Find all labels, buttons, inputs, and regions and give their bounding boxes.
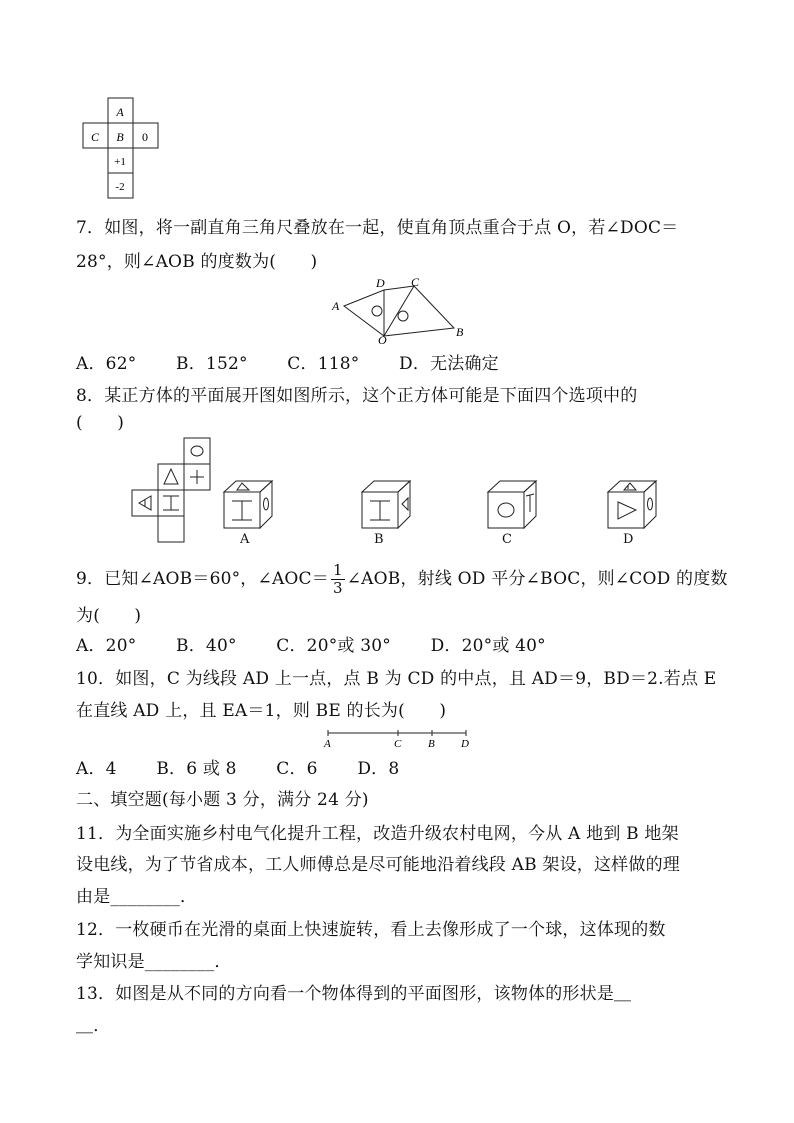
cube-option-c[interactable] bbox=[484, 478, 540, 534]
fig7-label-c: C bbox=[411, 275, 420, 289]
fig10-label-d: D bbox=[461, 738, 469, 750]
q9-option-b[interactable]: B．40° bbox=[176, 636, 237, 656]
fig7-label-d: D bbox=[376, 276, 385, 290]
q9-fraction-denominator: 3 bbox=[332, 579, 343, 597]
q9-fraction-numerator: 1 bbox=[332, 561, 343, 579]
q7-option-b[interactable]: B．152° bbox=[176, 354, 248, 374]
q11-line-3: 由是________． bbox=[76, 887, 198, 907]
q10-option-c[interactable]: C．6 bbox=[276, 759, 318, 779]
cube-option-b[interactable] bbox=[358, 478, 414, 534]
cube-net-symbols-figure bbox=[130, 436, 214, 544]
net-cell-a: A bbox=[116, 105, 124, 119]
cube-option-d[interactable] bbox=[604, 478, 660, 534]
q7-option-a[interactable]: A．62° bbox=[76, 354, 137, 374]
q9-fraction bbox=[331, 562, 345, 597]
q7-option-c[interactable]: C．118° bbox=[287, 354, 360, 374]
net-cell-c: C bbox=[90, 130, 100, 144]
q10-option-d[interactable]: D．8 bbox=[357, 759, 400, 779]
q9-option-a[interactable]: A．20° bbox=[76, 636, 137, 656]
q9-options bbox=[76, 634, 580, 658]
q10-line-1: 10．如图，C 为线段 AD 上一点，点 B 为 CD 的中点，且 AD＝9，BD＝2.若点 E bbox=[76, 669, 717, 689]
cube-option-b-label: B bbox=[374, 532, 384, 547]
fig10-label-a: A bbox=[324, 738, 331, 750]
fig7-label-b: B bbox=[456, 325, 464, 339]
net-cell-minus2: -2 bbox=[115, 181, 125, 193]
triangle-rulers-figure bbox=[330, 274, 470, 346]
q7-line-2: 28°，则∠AOB 的度数为( ) bbox=[76, 252, 318, 272]
q7-line-1: 7．如图，将一副直角三角尺叠放在一起，使直角顶点重合于点 O，若∠DOC＝ bbox=[76, 218, 679, 238]
q10-line-2: 在直线 AD 上，且 EA＝1，则 BE 的长为( ) bbox=[76, 701, 447, 721]
net-cell-zero: 0 bbox=[142, 130, 148, 144]
q10-option-a[interactable]: A．4 bbox=[76, 759, 117, 779]
q9-line-2: 为( ) bbox=[76, 606, 142, 626]
fig7-label-o: O bbox=[378, 333, 387, 346]
net-cell-plus1: +1 bbox=[114, 156, 126, 168]
q9-text-a: 9．已知∠AOB＝60°，∠AOC＝ bbox=[76, 569, 329, 589]
q9-line-1 bbox=[76, 562, 728, 597]
q7-option-d[interactable]: D．无法确定 bbox=[399, 354, 499, 374]
cube-option-a[interactable] bbox=[220, 478, 276, 534]
cube-option-d-label: D bbox=[623, 532, 634, 547]
q10-option-b[interactable]: B．6 或 8 bbox=[156, 759, 237, 779]
q11-line-2: 设电线，为了节省成本，工人师傅总是尽可能地沿着线段 AB 架设，这样做的理 bbox=[76, 855, 680, 875]
q12-line-2: 学知识是________． bbox=[76, 952, 232, 972]
q13-line-2: ＿． bbox=[76, 1016, 111, 1036]
q12-line-1: 12．一枚硬币在光滑的桌面上快速旋转，看上去像形成了一个球，这体现的数 bbox=[76, 920, 666, 940]
q13-line-1: 13．如图是从不同的方向看一个物体得到的平面图形，该物体的形状是＿ bbox=[76, 984, 632, 1004]
section-heading: 二、填空题(每小题 3 分，满分 24 分) bbox=[76, 790, 369, 810]
q10-options bbox=[76, 757, 433, 781]
q8-line-2: ( ) bbox=[76, 413, 125, 433]
cube-option-c-label: C bbox=[502, 532, 512, 547]
q9-option-d[interactable]: D．20°或 40° bbox=[430, 636, 546, 656]
q9-text-b: ∠AOB，射线 OD 平分∠BOC，则∠COD 的度数 bbox=[346, 569, 728, 589]
segment-ad-figure bbox=[320, 726, 476, 752]
cube-option-a-label: A bbox=[240, 532, 250, 547]
cube-net-figure bbox=[80, 96, 170, 202]
q11-line-1: 11．为全面实施乡村电气化提升工程，改造升级农村电网，今从 A 地到 B 地架 bbox=[76, 824, 679, 844]
fig7-label-a: A bbox=[332, 299, 340, 313]
q7-options bbox=[76, 352, 533, 376]
net-cell-b: B bbox=[116, 130, 124, 144]
fig10-label-b: B bbox=[428, 738, 435, 750]
q9-option-c[interactable]: C．20°或 30° bbox=[276, 636, 391, 656]
fig10-label-c: C bbox=[394, 738, 402, 750]
q8-line-1: 8．某正方体的平面展开图如图所示，这个正方体可能是下面四个选项中的 bbox=[76, 386, 638, 406]
